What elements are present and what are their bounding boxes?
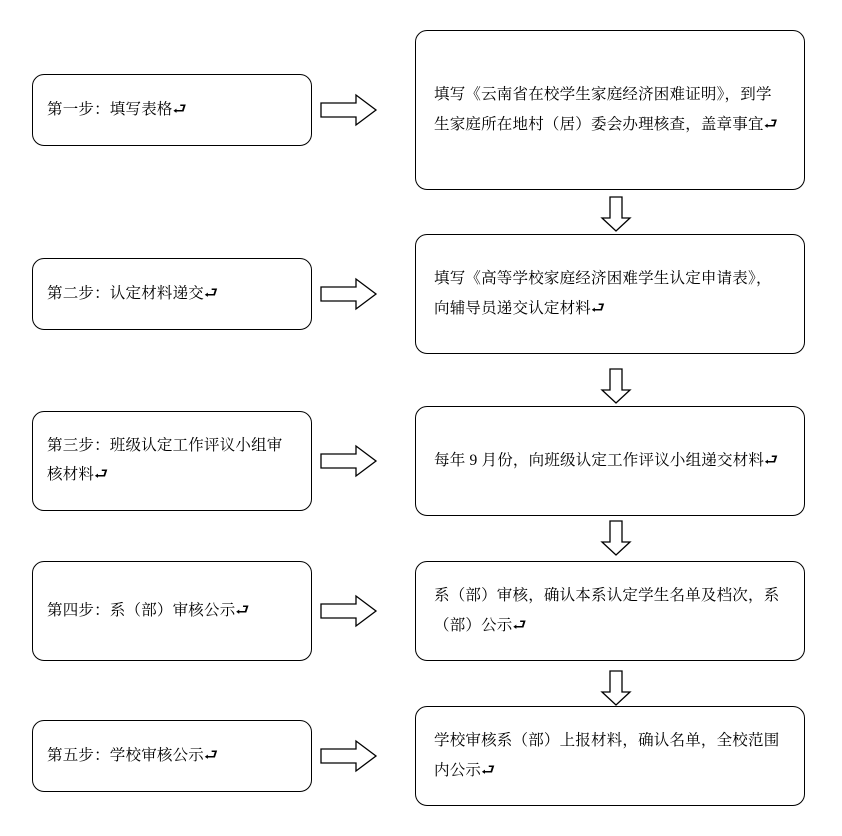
arrow-down-icon-3 bbox=[598, 520, 634, 556]
flow-row-3-left bbox=[0, 411, 415, 511]
flow-row-2-right bbox=[415, 234, 842, 354]
step-box-4[interactable] bbox=[32, 561, 312, 661]
flow-row-3 bbox=[0, 406, 842, 516]
flow-row-5-right bbox=[415, 706, 842, 806]
step-label-1: 第一步：填写表格⮐ bbox=[47, 100, 187, 118]
detail-text-4: 系（部）审核，确认本系认定学生名单及档次，系（部）公示⮐ bbox=[434, 586, 780, 634]
step-label-5: 第五步：学校审核公示⮐ bbox=[47, 746, 219, 764]
arrow-right-icon-3 bbox=[312, 444, 386, 478]
arrow-down-icon-1 bbox=[598, 196, 634, 232]
flow-row-4 bbox=[0, 556, 842, 666]
step-box-1[interactable] bbox=[32, 74, 312, 146]
detail-text-1: 填写《云南省在校学生家庭经济困难证明》，到学生家庭所在地村（居）委会办理核查，盖章事宜⮐ bbox=[434, 85, 778, 133]
step-label-4: 第四步：系（部）审核公示⮐ bbox=[47, 601, 250, 619]
detail-box-1[interactable] bbox=[415, 30, 805, 190]
flow-row-1-right bbox=[415, 30, 842, 190]
flow-row-3-right bbox=[415, 406, 842, 516]
arrow-right-icon-1 bbox=[312, 93, 386, 127]
arrow-right-icon-4 bbox=[312, 594, 386, 628]
flow-row-4-right bbox=[415, 561, 842, 661]
detail-box-5[interactable] bbox=[415, 706, 805, 806]
flow-row-2-left bbox=[0, 258, 415, 330]
detail-text-2: 填写《高等学校家庭经济困难学生认定申请表》，向辅导员递交认定材料⮐ bbox=[434, 269, 772, 317]
step-box-3[interactable] bbox=[32, 411, 312, 511]
step-label-2: 第二步：认定材料递交⮐ bbox=[47, 284, 219, 302]
detail-box-2[interactable] bbox=[415, 234, 805, 354]
flow-row-4-left bbox=[0, 561, 415, 661]
flow-row-5-left bbox=[0, 720, 415, 792]
detail-box-3[interactable] bbox=[415, 406, 805, 516]
arrow-down-icon-2 bbox=[598, 368, 634, 404]
arrow-right-icon-2 bbox=[312, 277, 386, 311]
flow-row-5 bbox=[0, 706, 842, 806]
detail-text-5: 学校审核系（部）上报材料，确认名单，全校范围内公示⮐ bbox=[434, 731, 780, 779]
step-box-2[interactable] bbox=[32, 258, 312, 330]
flow-row-1 bbox=[0, 30, 842, 190]
step-box-5[interactable] bbox=[32, 720, 312, 792]
detail-box-4[interactable] bbox=[415, 561, 805, 661]
flow-row-1-left bbox=[0, 74, 415, 146]
detail-text-3: 每年 9 月份，向班级认定工作评议小组递交材料⮐ bbox=[434, 451, 779, 469]
arrow-down-icon-4 bbox=[598, 670, 634, 706]
step-label-3: 第三步：班级认定工作评议小组审核材料⮐ bbox=[47, 437, 283, 483]
arrow-right-icon-5 bbox=[312, 739, 386, 773]
flow-row-2 bbox=[0, 234, 842, 354]
